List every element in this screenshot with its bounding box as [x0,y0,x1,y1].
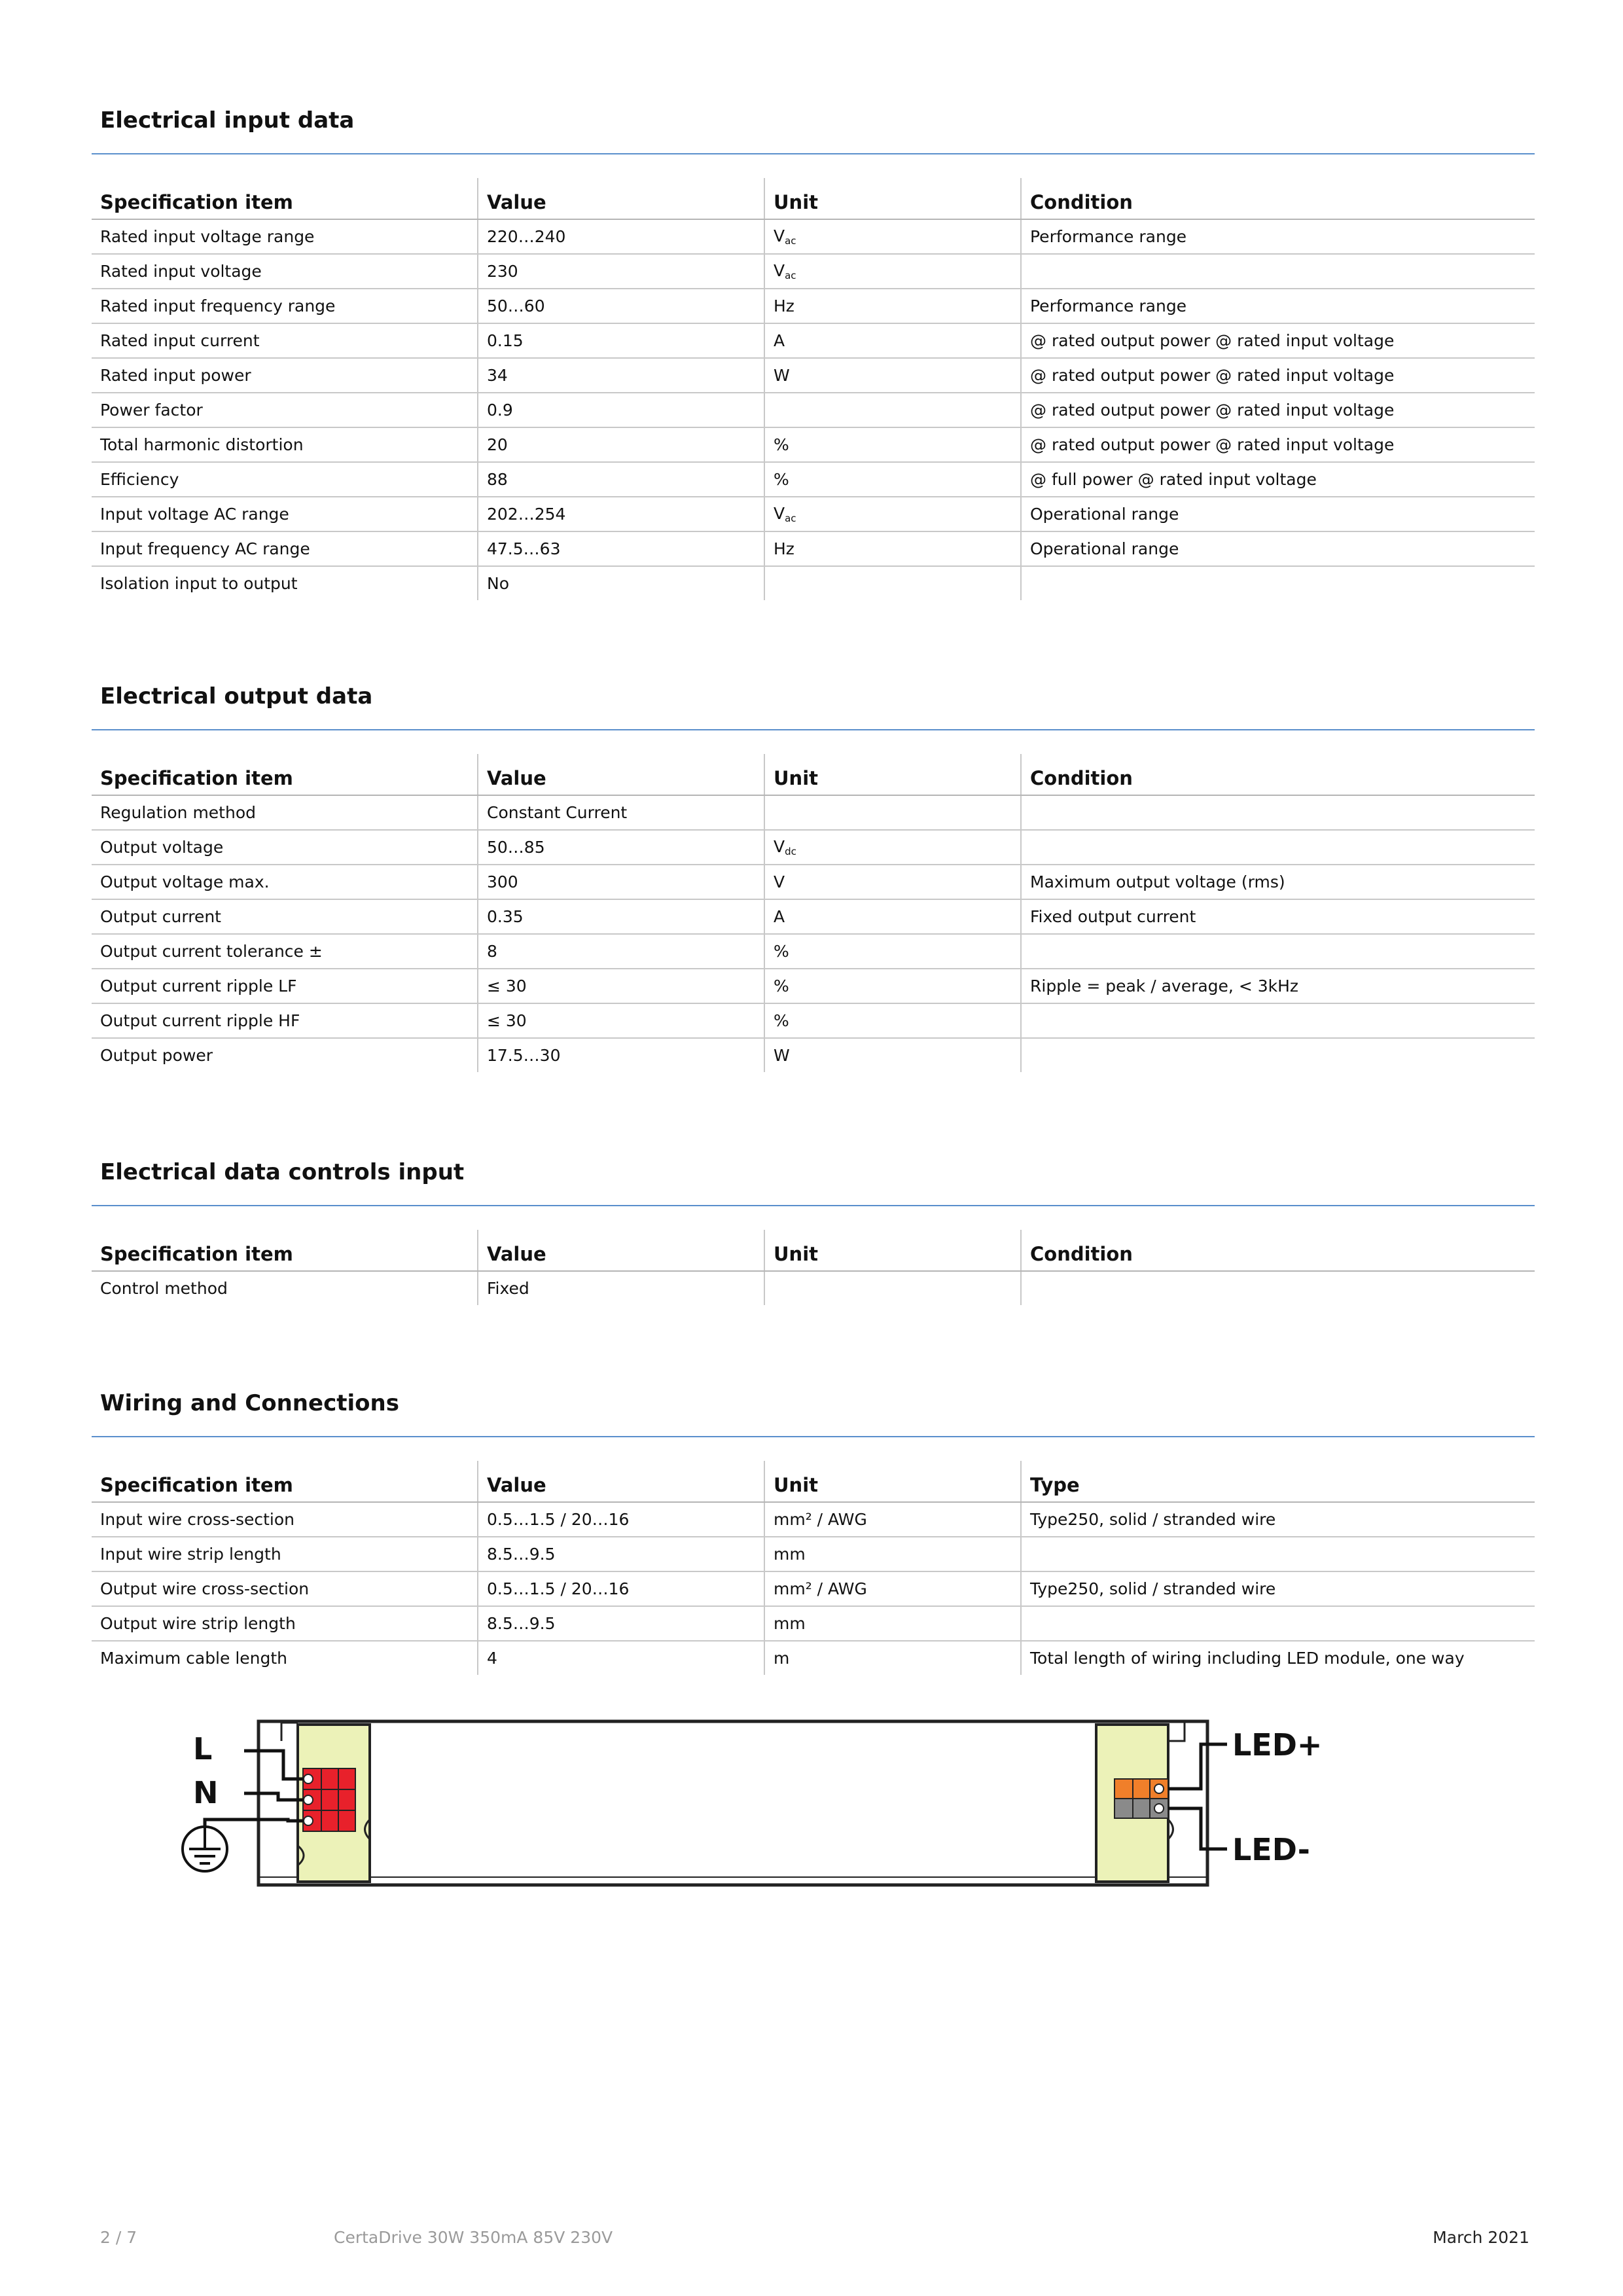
table-cell [1021,1537,1535,1571]
column-header: Specification item [92,1461,478,1502]
table-cell: Output wire cross-section [92,1571,478,1606]
table-cell: @ rated output power @ rated input voltage [1021,393,1535,427]
table-cell: Regulation method [92,795,478,830]
table-cell: $V_{ac}$ [764,219,1021,254]
table-cell [764,1271,1021,1305]
table-cell: ≤ 30 [478,969,764,1003]
table-cell: Input wire cross-section [92,1502,478,1537]
table-cell: 0.35 [478,899,764,934]
section-0 [92,105,1535,600]
label-N: N [193,1775,219,1810]
table-row [92,1038,1535,1072]
table-header-row [92,178,1535,219]
table-cell: mm² / AWG [764,1502,1021,1537]
table-cell [764,795,1021,830]
table-cell: Output voltage [92,830,478,865]
table-cell: Control method [100,1279,228,1298]
table-cell: Total harmonic distortion [92,427,478,462]
table-cell: 47.5…63 [478,531,764,566]
table-cell: Output voltage max. [92,865,478,899]
table-cell: @ full power @ rated input voltage [1021,462,1535,497]
table-cell [1021,795,1535,830]
table-cell: Total length of wiring including LED module, one way [1021,1641,1535,1675]
section-3 [92,1388,1535,1675]
table-cell: Rated input frequency range [92,289,478,323]
table-cell: Rated input voltage [92,254,478,289]
table-row [92,830,1535,865]
table-header-row [92,1230,1535,1271]
table-cell: mm [764,1537,1021,1571]
table-cell: Input voltage AC range [92,497,478,531]
column-header: Value [478,1461,764,1502]
footer-product-name: CertaDrive 30W 350mA 85V 230V [334,2228,613,2247]
table-cell: $V_{ac}$ [764,254,1021,289]
table-cell: Efficiency [92,462,478,497]
column-header: Unit [764,1461,1021,1502]
table-cell: Type250, solid / stranded wire [1021,1571,1535,1606]
table-cell: Input wire strip length [92,1537,478,1571]
table-cell [1021,254,1535,289]
table-cell: % [764,969,1021,1003]
driver-housing [259,1721,1207,1885]
table-row [92,1537,1535,1571]
table-row [92,254,1535,289]
table-cell [1021,1003,1535,1038]
label-L: L [193,1731,213,1767]
table-row [92,969,1535,1003]
table-cell: W [764,358,1021,393]
column-header: Unit [764,754,1021,795]
section-divider [92,153,1535,154]
table-row [92,289,1535,323]
wiring-diagram-svg [167,1715,1345,1898]
label-LED-minus: LED- [1232,1832,1310,1867]
table-row [92,219,1535,254]
table-row [92,1502,1535,1537]
table-cell: Output current ripple LF [92,969,478,1003]
table-row [92,427,1535,462]
table-cell [764,566,1021,600]
table-cell: 0.5…1.5 / 20…16 [478,1571,764,1606]
table-row [92,462,1535,497]
table-row [92,323,1535,358]
table-cell [1021,1606,1535,1641]
table-cell: $V_{dc}$ [764,830,1021,865]
table-row [92,1641,1535,1675]
table-cell: $V_{ac}$ [764,497,1021,531]
table-cell: 202…254 [478,497,764,531]
spec-table [92,178,1535,600]
section-divider [92,729,1535,730]
table-cell: Rated input voltage range [92,219,478,254]
table-cell [764,393,1021,427]
table-cell: 8.5…9.5 [478,1537,764,1571]
table-cell: Constant Current [478,795,764,830]
table-cell: W [764,1038,1021,1072]
table-row [92,899,1535,934]
table-cell: m [764,1641,1021,1675]
table-row [92,1003,1535,1038]
table-row [92,1571,1535,1606]
table-row [92,393,1535,427]
section-2 [92,1157,1535,1305]
table-cell: 50…60 [478,289,764,323]
spec-table [92,754,1535,1072]
table-cell: Performance range [1021,219,1535,254]
table-cell: @ rated output power @ rated input voltage [1021,323,1535,358]
table-row [92,1271,1535,1305]
table-cell: 8 [478,934,764,969]
table-cell: Type250, solid / stranded wire [1021,1502,1535,1537]
table-cell: Power factor [92,393,478,427]
table-cell: mm² / AWG [764,1571,1021,1606]
table-cell: ≤ 30 [478,1003,764,1038]
table-cell: Maximum cable length [100,1649,288,1668]
table-row [92,934,1535,969]
table-cell: % [764,462,1021,497]
table-cell: Fixed [478,1271,764,1305]
section-1 [92,681,1535,1072]
column-header: Condition [1021,178,1535,219]
table-cell: Operational range [1021,531,1535,566]
column-header: Value [478,1230,764,1271]
table-cell [1021,830,1535,865]
table-row [92,566,1535,600]
table-row [92,795,1535,830]
table-cell: 0.9 [478,393,764,427]
table-cell: Fixed output current [1021,899,1535,934]
table-cell: 20 [478,427,764,462]
table-row [92,531,1535,566]
table-cell [1021,1271,1535,1305]
table-cell: % [764,934,1021,969]
column-header: Condition [1021,1230,1535,1271]
table-cell: Maximum output voltage (rms) [1021,865,1535,899]
table-cell: % [764,1003,1021,1038]
column-header: Unit [764,1230,1021,1271]
table-cell [1021,566,1535,600]
table-cell: mm [764,1606,1021,1641]
table-cell: Input frequency AC range [92,531,478,566]
table-cell: Hz [764,289,1021,323]
table-cell: Rated input current [92,323,478,358]
table-cell: Output wire strip length [92,1606,478,1641]
table-cell: % [764,427,1021,462]
table-cell: @ rated output power @ rated input voltage [1021,358,1535,393]
table-cell: Output current tolerance ± [92,934,478,969]
column-header: Unit [764,178,1021,219]
table-row [92,358,1535,393]
footer-page-number: 2 / 7 [100,2228,137,2247]
table-cell: Operational range [1021,497,1535,531]
table-cell: A [764,323,1021,358]
table-cell: Performance range [1021,289,1535,323]
section-title: Electrical input data [100,107,355,134]
table-cell: Output current [92,899,478,934]
wiring-diagram [167,1715,1345,1898]
table-row [92,497,1535,531]
column-header: Specification item [92,178,478,219]
table-cell: Isolation input to output [100,574,298,593]
column-header: Type [1021,1461,1535,1502]
table-cell: 0.5…1.5 / 20…16 [478,1502,764,1537]
section-divider [92,1205,1535,1206]
table-row [92,1606,1535,1641]
column-header: Condition [1021,754,1535,795]
section-title: Electrical output data [100,683,373,709]
column-header: Specification item [92,754,478,795]
table-cell: 4 [478,1641,764,1675]
column-header: Specification item [92,1230,478,1271]
table-cell: 34 [478,358,764,393]
column-header: Value [478,754,764,795]
label-LED-plus: LED+ [1232,1727,1323,1763]
table-cell: 300 [478,865,764,899]
ground-icon [183,1827,227,1871]
table-cell [1021,934,1535,969]
table-cell: 230 [478,254,764,289]
table-cell: Output power [100,1046,213,1065]
table-cell: 17.5…30 [478,1038,764,1072]
footer-date: March 2021 [1433,2228,1529,2247]
table-cell: 88 [478,462,764,497]
section-title: Wiring and Connections [100,1390,399,1416]
section-title: Electrical data controls input [100,1159,465,1185]
spec-table [92,1461,1535,1675]
table-cell: Output current ripple HF [92,1003,478,1038]
table-cell: Ripple = peak / average, < 3kHz [1021,969,1535,1003]
table-row [92,865,1535,899]
table-cell: Hz [764,531,1021,566]
table-cell: No [478,566,764,600]
column-header: Value [478,178,764,219]
spec-table [92,1230,1535,1305]
table-cell: @ rated output power @ rated input voltage [1021,427,1535,462]
table-cell: V [764,865,1021,899]
table-cell: 0.15 [478,323,764,358]
table-cell: Rated input power [92,358,478,393]
table-header-row [92,754,1535,795]
table-cell [1021,1038,1535,1072]
table-cell: A [764,899,1021,934]
section-divider [92,1436,1535,1437]
table-cell: 220…240 [478,219,764,254]
table-cell: 8.5…9.5 [478,1606,764,1641]
table-cell: 50…85 [478,830,764,865]
table-header-row [92,1461,1535,1502]
